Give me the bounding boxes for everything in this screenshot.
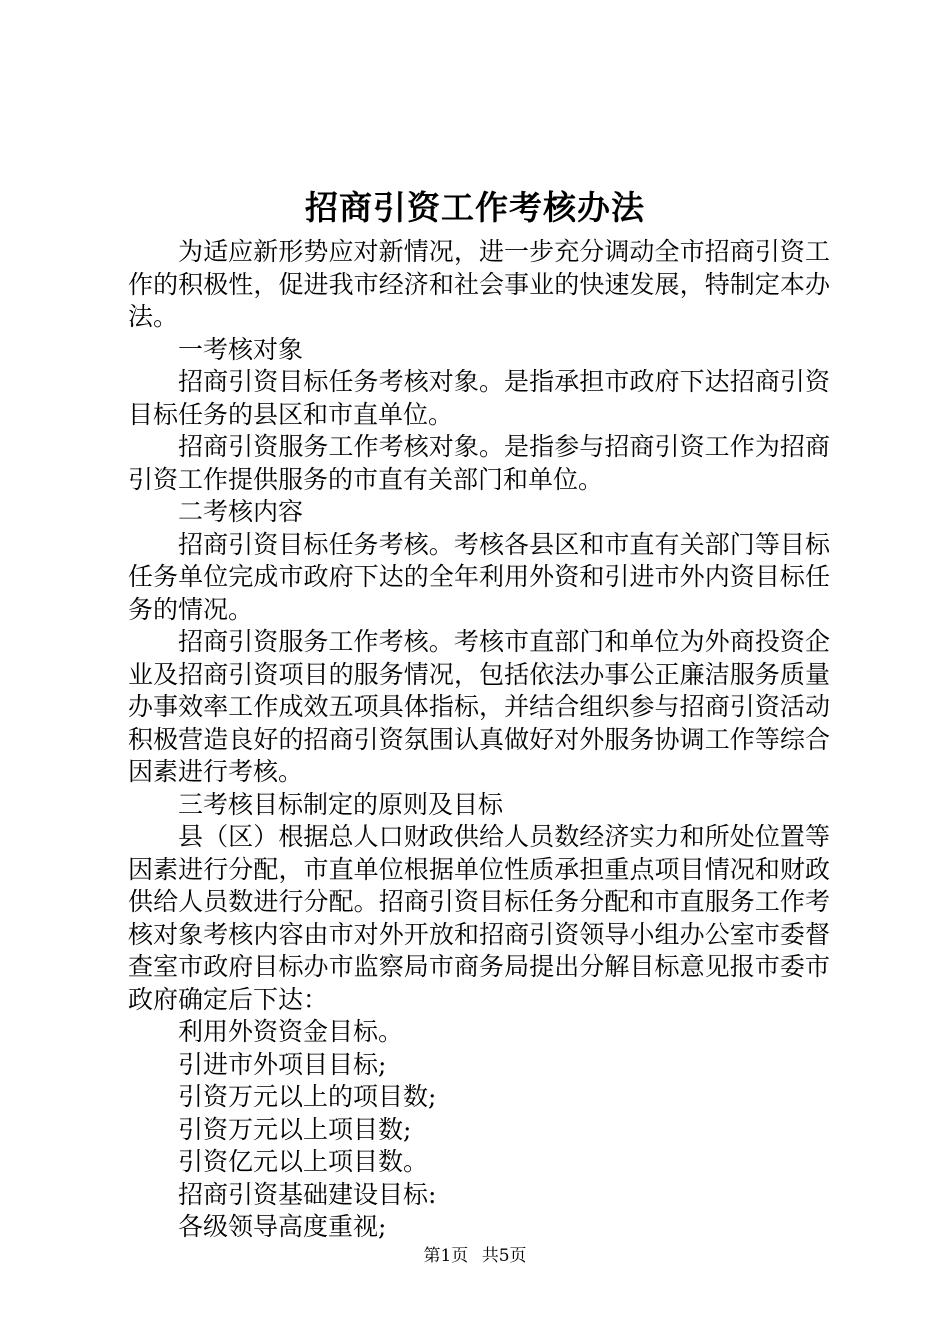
section-heading-3: 三考核目标制定的原则及目标 bbox=[178, 789, 504, 819]
page-footer bbox=[0, 1244, 950, 1268]
section-heading-1: 一考核对象 bbox=[178, 334, 304, 364]
page-total: 共5页 bbox=[481, 1246, 527, 1266]
section-heading-2: 二考核内容 bbox=[178, 497, 304, 526]
document-body bbox=[128, 236, 830, 1244]
list-item: 各级领导高度重视; bbox=[178, 1212, 387, 1241]
list-item: 引资万元以上项目数; bbox=[178, 1114, 412, 1144]
paragraph: 招商引资服务工作考核。考核市直部门和单位为外商投资企业及招商引资项目的服务情况，包括依法办事公正廉洁服务质量办事效率工作成效五项具体指标，并结合组织参与招商引资活动积极营造良好的招商引资氛围认真做好对外服务协调工作等综合因素进行考核。 bbox=[128, 627, 830, 786]
list-item: 引资亿元以上项目数。 bbox=[178, 1147, 429, 1176]
paragraph: 招商引资服务工作考核对象。是指参与招商引资工作为招商引资工作提供服务的市直有关部门和单位。 bbox=[128, 432, 830, 494]
list-item: 引资万元以上的项目数; bbox=[178, 1082, 437, 1111]
list-item: 引进市外项目目标; bbox=[178, 1049, 387, 1079]
document-title: 招商引资工作考核办法 bbox=[305, 188, 645, 227]
list-item: 招商引资基础建设目标: bbox=[178, 1179, 437, 1209]
paragraph: 招商引资目标任务考核对象。是指承担市政府下达招商引资目标任务的县区和市直单位。 bbox=[128, 367, 830, 429]
list-item: 利用外资资金目标。 bbox=[178, 1017, 404, 1046]
paragraph: 县（区）根据总人口财政供给人员数经济实力和所处位置等因素进行分配，市直单位根据单位性质承担重点项目情况和财政供给人员数进行分配。招商引资目标任务分配和市直服务工作考核对象考核内容由市对外开放和招商引资领导小组办公室市委督查室市政府目标办市监察局市商务局提出分解目标意见报市委市政府确定后下达： bbox=[128, 822, 830, 1014]
paragraph: 招商引资目标任务考核。考核各县区和市直有关部门等目标任务单位完成市政府下达的全年利用外资和引进市外内资目标任务的情况。 bbox=[128, 529, 830, 624]
page-number: 第1页 bbox=[423, 1246, 469, 1266]
paragraph-intro: 为适应新形势应对新情况，进一步充分调动全市招商引资工作的积极性，促进我市经济和社会事业的快速发展，特制定本办法。 bbox=[128, 237, 830, 331]
